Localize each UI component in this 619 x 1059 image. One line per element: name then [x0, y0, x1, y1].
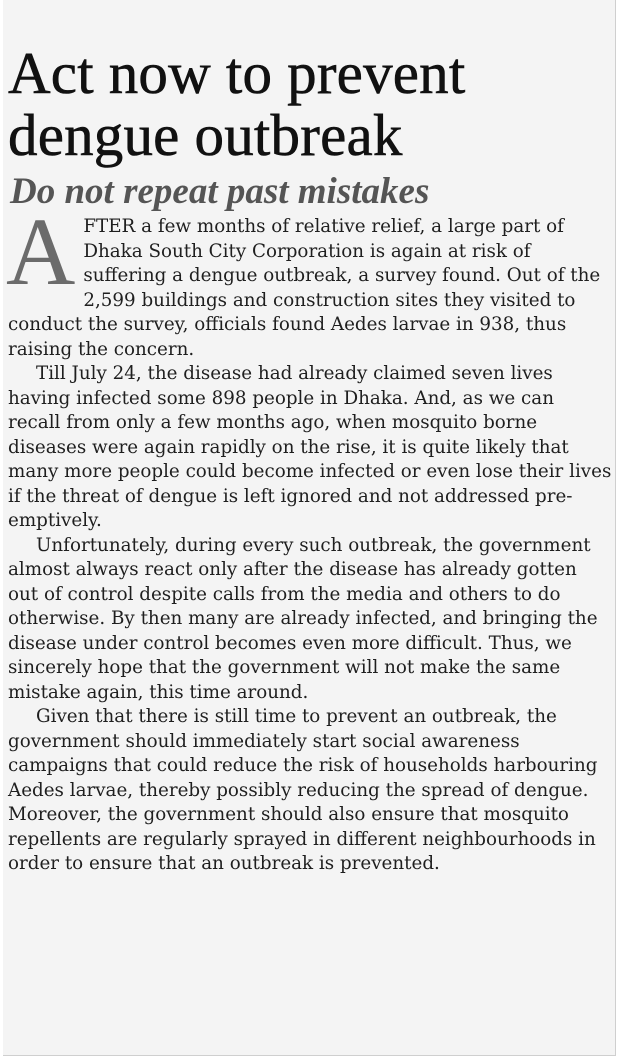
paragraph-1-text: FTER a few months of relative relief, a large part of Dhaka South City Corporation is again at risk of suffering a dengue outbreak, a survey found. Out of the 2,599 buildings and construction sites they visited to conduct the survey, officials found Aedes larvae in 938, thus raising the concern.	[8, 216, 601, 360]
newspaper-clipping	[3, 0, 616, 1056]
paragraph-4: Given that there is still time to prevent an outbreak, the government should immediately start social awareness campaigns that could reduce the risk of households harbouring Aedes larvae, thereby possibly reducing the spread of dengue. Moreover, the government should also ensure that mosquito repellents are regularly sprayed in different neighbourhoods in order to ensure that an outbreak is prevented.	[8, 706, 598, 874]
headline: Act now to prevent dengue outbreak	[8, 40, 466, 168]
article-body	[6, 198, 612, 877]
editorial-article	[8, 42, 612, 877]
drop-cap: A	[6, 198, 76, 305]
paragraph-2: Till July 24, the disease had already claimed seven lives having infected some 898 people in Dhaka. And, as we can recall from only a few months ago, when mosquito borne diseases were again rapidly on the rise, it is quite likely that many more people could become infected or even lose their lives if the threat of dengue is left ignored and not addressed pre-emptively.	[8, 363, 612, 531]
paragraph-3: Unfortunately, during every such outbreak, the government almost always react only after the disease has already gotten out of control despite calls from the media and others to do otherwise. By then many are already infected, and bringing the disease under control becomes even more difficult. Thus, we sincerely hope that the government will not make the same mistake again, this time around.	[8, 534, 598, 703]
paragraph-1	[6, 198, 612, 362]
subheadline: Do not repeat past mistakes	[10, 171, 430, 212]
